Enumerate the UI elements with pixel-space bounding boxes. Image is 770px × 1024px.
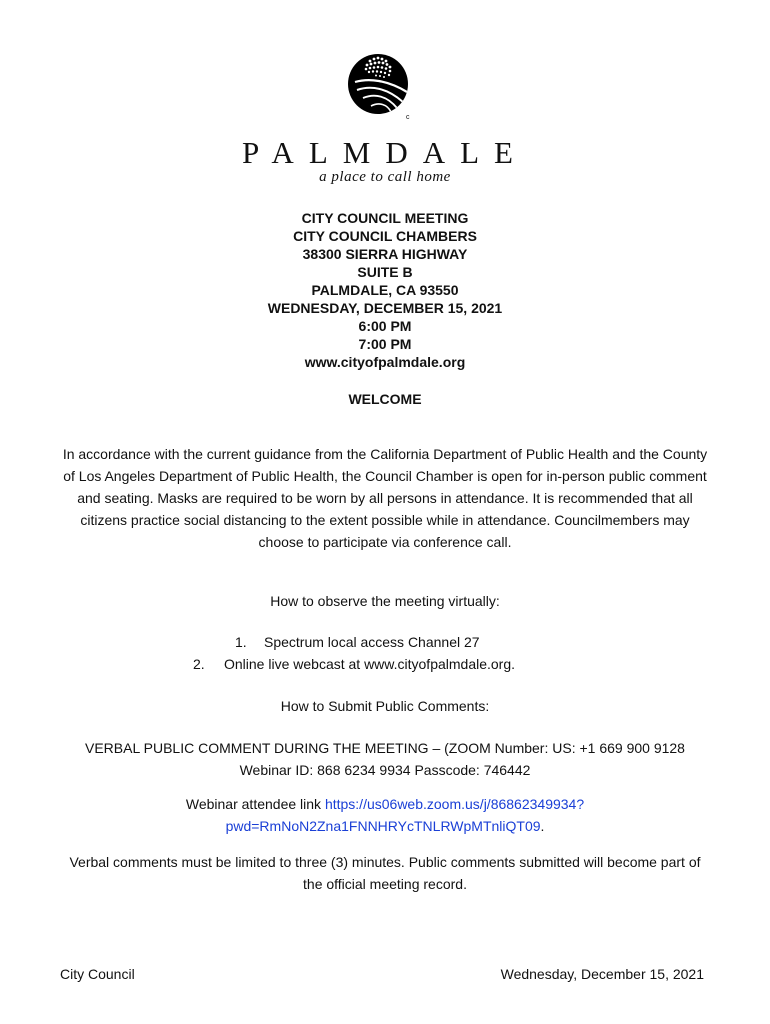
list-item (235, 631, 480, 653)
welcome-heading: WELCOME (348, 391, 422, 407)
comment-limit-paragraph: Verbal comments must be limited to three (3) minutes. Public comments submitted will become part of the official meeting record. (69, 854, 701, 892)
meeting-address: 38300 SIERRA HIGHWAY (302, 246, 468, 262)
meeting-header (0, 209, 770, 371)
webinar-link[interactable]: https://us06web.zoom.us/j/86862349934?pwd=RmNoN2Zna1FNNHRYcTNLRWpMTnliQT09 (225, 796, 585, 834)
meeting-time-2: 7:00 PM (358, 336, 412, 352)
verbal-comment-info: VERBAL PUBLIC COMMENT DURING THE MEETING – (ZOOM Number: US: +1 669 900 9128 Webinar ID: 868 6234 9934 Passcode: 746442 (85, 740, 685, 778)
submit-title: How to Submit Public Comments: (280, 698, 490, 714)
palmdale-seal-logo (347, 52, 413, 122)
meeting-suite: SUITE B (357, 264, 413, 280)
brand-name: PALMDALE (242, 135, 528, 170)
meeting-time-1: 6:00 PM (358, 318, 412, 334)
meeting-city: PALMDALE, CA 93550 (311, 282, 459, 298)
webinar-suffix: . (540, 818, 545, 834)
footer-right: Wednesday, December 15, 2021 (500, 966, 704, 982)
brand-tagline: a place to call home (319, 169, 451, 185)
meeting-date: WEDNESDAY, DECEMBER 15, 2021 (267, 300, 503, 316)
meeting-title: CITY COUNCIL MEETING (301, 210, 469, 226)
seal-mark: c (406, 114, 410, 121)
list-item (193, 653, 515, 675)
meeting-website[interactable]: www.cityofpalmdale.org (304, 354, 466, 370)
list-item-number: 1. (235, 634, 247, 650)
webinar-prefix: Webinar attendee link (185, 796, 325, 812)
list-item-text: Online live webcast at www.cityofpalmdale.org. (224, 656, 516, 672)
list-item-text: Spectrum local access Channel 27 (264, 634, 480, 650)
observe-title: How to observe the meeting virtually: (270, 593, 500, 609)
intro-paragraph: In accordance with the current guidance from the California Department of Public Health and the County of Los Angeles Department of Public Health, the Council Chamber is open for in-person public comment and seating. Masks are required to be worn by all persons in attendance. It is recommended that all citizens practice social distancing to the extent possible while in attendance. Councilmembers may choose to participate via conference call. (62, 446, 708, 550)
list-item-number: 2. (193, 656, 205, 672)
meeting-location: CITY COUNCIL CHAMBERS (293, 228, 477, 244)
webinar-paragraph (60, 793, 710, 837)
footer-left: City Council (60, 966, 135, 982)
